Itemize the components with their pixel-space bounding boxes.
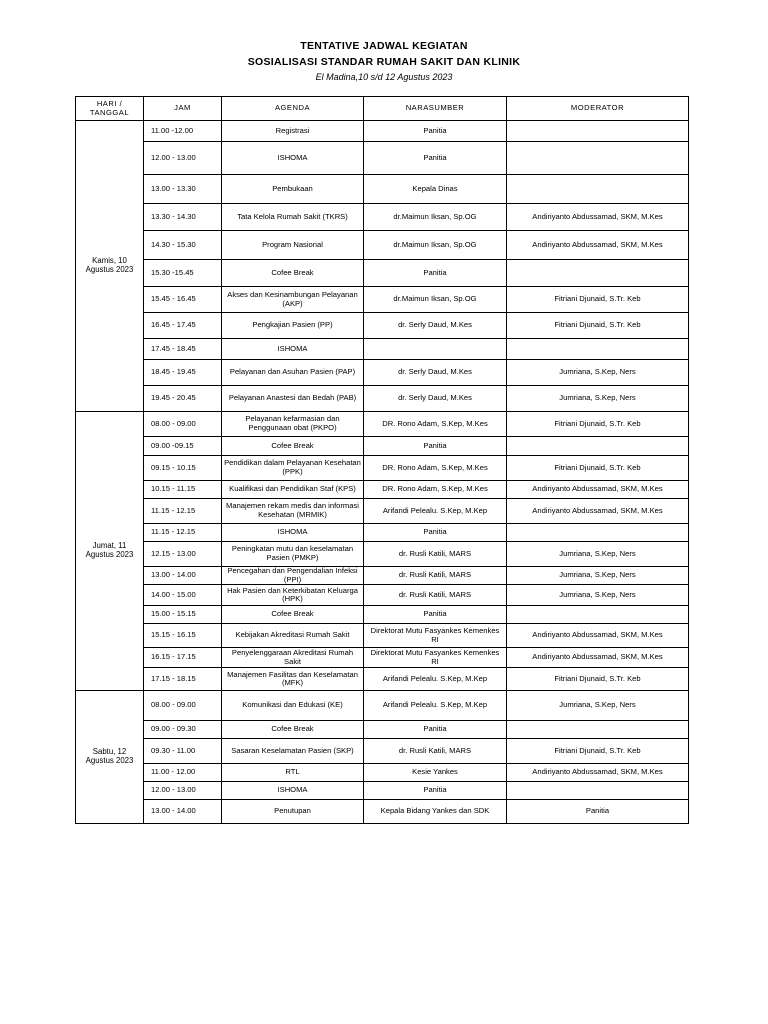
jam-cell: 15.45 - 16.45 bbox=[144, 287, 222, 313]
table-row bbox=[76, 606, 689, 624]
agenda-cell: Pendidikan dalam Pelayanan Kesehatan (PPK) bbox=[222, 456, 364, 481]
agenda-cell: Pelayanan kefarmasian dan Penggunaan obat (PKPO) bbox=[222, 412, 364, 437]
agenda-cell: ISHOMA bbox=[222, 782, 364, 800]
table-row bbox=[76, 691, 689, 721]
table-row bbox=[76, 231, 689, 260]
narasumber-cell: dr. Rusli Katili, MARS bbox=[364, 739, 507, 764]
jam-cell: 14.00 - 15.00 bbox=[144, 585, 222, 606]
table-row bbox=[76, 499, 689, 524]
narasumber-cell: Kesie Yankes bbox=[364, 764, 507, 782]
narasumber-cell: Arifandi Pelealu. S.Kep, M.Kep bbox=[364, 668, 507, 691]
table-row bbox=[76, 412, 689, 437]
table-row bbox=[76, 313, 689, 339]
column-header-moderator: MODERATOR bbox=[507, 97, 689, 121]
table-row bbox=[76, 360, 689, 386]
document-subtitle: SOSIALISASI STANDAR RUMAH SAKIT DAN KLINIK bbox=[247, 56, 521, 68]
agenda-cell: Sasaran Keselamatan Pasien (SKP) bbox=[222, 739, 364, 764]
narasumber-cell: Arifandi Pelealu. S.Kep, M.Kep bbox=[364, 691, 507, 721]
jam-cell: 15.00 - 15.15 bbox=[144, 606, 222, 624]
table-row bbox=[76, 721, 689, 739]
table-row bbox=[76, 739, 689, 764]
jam-cell: 11.00 - 12.00 bbox=[144, 764, 222, 782]
moderator-cell bbox=[507, 175, 689, 204]
jam-cell: 16.15 - 17.15 bbox=[144, 648, 222, 668]
agenda-cell: Pencegahan dan Pengendalian Infeksi (PPI) bbox=[222, 567, 364, 585]
table-row bbox=[76, 567, 689, 585]
jam-cell: 10.15 - 11.15 bbox=[144, 481, 222, 499]
jam-cell: 17.15 - 18.15 bbox=[144, 668, 222, 691]
narasumber-cell: Direktorat Mutu Fasyankes Kemenkes RI bbox=[364, 624, 507, 648]
narasumber-cell: Panitia bbox=[364, 524, 507, 542]
table-row bbox=[76, 456, 689, 481]
table-row bbox=[76, 624, 689, 648]
agenda-cell: Manajemen Fasilitas dan Keselamatan (MFK) bbox=[222, 668, 364, 691]
table-row bbox=[76, 339, 689, 360]
moderator-cell bbox=[507, 260, 689, 287]
moderator-cell: Jumriana, S.Kep, Ners bbox=[507, 691, 689, 721]
table-header-row bbox=[76, 97, 689, 121]
agenda-cell: Registrasi bbox=[222, 121, 364, 142]
table-row bbox=[76, 648, 689, 668]
column-header-agenda: AGENDA bbox=[222, 97, 364, 121]
moderator-cell bbox=[507, 721, 689, 739]
agenda-cell: Kualifikasi dan Pendidikan Staf (KPS) bbox=[222, 481, 364, 499]
narasumber-cell: dr. Rusli Katili, MARS bbox=[364, 542, 507, 567]
moderator-cell bbox=[507, 606, 689, 624]
agenda-cell: ISHOMA bbox=[222, 339, 364, 360]
table-row bbox=[76, 437, 689, 456]
table-row bbox=[76, 175, 689, 204]
table-row bbox=[76, 764, 689, 782]
agenda-cell: Penutupan bbox=[222, 800, 364, 824]
jam-cell: 15.15 - 16.15 bbox=[144, 624, 222, 648]
narasumber-cell: Arifandi Pelealu. S.Kep, M.Kep bbox=[364, 499, 507, 524]
table-row bbox=[76, 204, 689, 231]
jam-cell: 19.45 - 20.45 bbox=[144, 386, 222, 412]
schedule-body bbox=[76, 121, 689, 824]
agenda-cell: Penyelenggaraan Akreditasi Rumah Sakit bbox=[222, 648, 364, 668]
agenda-cell: Komunikasi dan Edukasi (KE) bbox=[222, 691, 364, 721]
jam-cell: 08.00 - 09.00 bbox=[144, 412, 222, 437]
narasumber-cell: Panitia bbox=[364, 782, 507, 800]
narasumber-cell: dr. Rusli Katili, MARS bbox=[364, 567, 507, 585]
jam-cell: 13.30 - 14.30 bbox=[144, 204, 222, 231]
moderator-cell: Fitriani Djunaid, S.Tr. Keb bbox=[507, 313, 689, 339]
agenda-cell: Tata Kelola Rumah Sakit (TKRS) bbox=[222, 204, 364, 231]
agenda-cell: ISHOMA bbox=[222, 142, 364, 175]
agenda-cell: RTL bbox=[222, 764, 364, 782]
jam-cell: 11.00 -12.00 bbox=[144, 121, 222, 142]
moderator-cell: Andiriyanto Abdussamad, SKM, M.Kes bbox=[507, 764, 689, 782]
jam-cell: 12.00 - 13.00 bbox=[144, 142, 222, 175]
narasumber-cell: Panitia bbox=[364, 721, 507, 739]
day-cell: Jumat, 11 Agustus 2023 bbox=[76, 412, 144, 691]
agenda-cell: Manajemen rekam medis dan informasi Kesehatan (MRMIK) bbox=[222, 499, 364, 524]
moderator-cell bbox=[507, 121, 689, 142]
table-row bbox=[76, 782, 689, 800]
jam-cell: 09.00 -09.15 bbox=[144, 437, 222, 456]
agenda-cell: Pembukaan bbox=[222, 175, 364, 204]
table-row bbox=[76, 585, 689, 606]
agenda-cell: Pengkajian Pasien (PP) bbox=[222, 313, 364, 339]
narasumber-cell: Direktorat Mutu Fasyankes Kemenkes RI bbox=[364, 648, 507, 668]
moderator-cell: Fitriani Djunaid, S.Tr. Keb bbox=[507, 456, 689, 481]
agenda-cell: Kebijakan Akreditasi Rumah Sakit bbox=[222, 624, 364, 648]
moderator-cell: Fitriani Djunaid, S.Tr. Keb bbox=[507, 287, 689, 313]
document-title: TENTATIVE JADWAL KEGIATAN bbox=[300, 40, 468, 52]
jam-cell: 13.00 - 13.30 bbox=[144, 175, 222, 204]
moderator-cell: Andiriyanto Abdussamad, SKM, M.Kes bbox=[507, 204, 689, 231]
moderator-cell bbox=[507, 437, 689, 456]
moderator-cell: Andiriyanto Abdussamad, SKM, M.Kes bbox=[507, 499, 689, 524]
narasumber-cell: Kepala Dinas bbox=[364, 175, 507, 204]
narasumber-cell: dr.Maimun Iksan, Sp.OG bbox=[364, 287, 507, 313]
moderator-cell bbox=[507, 142, 689, 175]
narasumber-cell: DR. Rono Adam, S.Kep, M.Kes bbox=[364, 412, 507, 437]
jam-cell: 18.45 - 19.45 bbox=[144, 360, 222, 386]
narasumber-cell: dr. Rusli Katili, MARS bbox=[364, 585, 507, 606]
table-row bbox=[76, 481, 689, 499]
day-cell: Kamis, 10 Agustus 2023 bbox=[76, 121, 144, 412]
narasumber-cell bbox=[364, 339, 507, 360]
jam-cell: 17.45 - 18.45 bbox=[144, 339, 222, 360]
agenda-cell: Cofee Break bbox=[222, 606, 364, 624]
jam-cell: 11.15 - 12.15 bbox=[144, 524, 222, 542]
moderator-cell: Fitriani Djunaid, S.Tr. Keb bbox=[507, 412, 689, 437]
table-row bbox=[76, 260, 689, 287]
table-row bbox=[76, 142, 689, 175]
moderator-cell: Fitriani Djunaid, S.Tr. Keb bbox=[507, 668, 689, 691]
moderator-cell: Andiriyanto Abdussamad, SKM, M.Kes bbox=[507, 481, 689, 499]
moderator-cell: Andiriyanto Abdussamad, SKM, M.Kes bbox=[507, 648, 689, 668]
jam-cell: 11.15 - 12.15 bbox=[144, 499, 222, 524]
jam-cell: 13.00 - 14.00 bbox=[144, 567, 222, 585]
day-cell: Sabtu, 12 Agustus 2023 bbox=[76, 691, 144, 824]
agenda-cell: Cofee Break bbox=[222, 721, 364, 739]
agenda-cell: Pelayanan dan Asuhan Pasien (PAP) bbox=[222, 360, 364, 386]
table-row bbox=[76, 524, 689, 542]
moderator-cell: Jumriana, S.Kep, Ners bbox=[507, 360, 689, 386]
narasumber-cell: dr.Maimun Iksan, Sp.OG bbox=[364, 204, 507, 231]
narasumber-cell: Panitia bbox=[364, 437, 507, 456]
moderator-cell bbox=[507, 524, 689, 542]
agenda-cell: Pelayanan Anastesi dan Bedah (PAB) bbox=[222, 386, 364, 412]
moderator-cell: Andiriyanto Abdussamad, SKM, M.Kes bbox=[507, 624, 689, 648]
column-header-jam: JAM bbox=[144, 97, 222, 121]
column-header-narasumber: NARASUMBER bbox=[364, 97, 507, 121]
moderator-cell: Panitia bbox=[507, 800, 689, 824]
moderator-cell: Jumriana, S.Kep, Ners bbox=[507, 567, 689, 585]
narasumber-cell: dr.Maimun Iksan, Sp.OG bbox=[364, 231, 507, 260]
moderator-cell: Jumriana, S.Kep, Ners bbox=[507, 386, 689, 412]
narasumber-cell: dr. Serly Daud, M.Kes bbox=[364, 386, 507, 412]
table-row bbox=[76, 542, 689, 567]
jam-cell: 08.00 - 09.00 bbox=[144, 691, 222, 721]
jam-cell: 15.30 -15.45 bbox=[144, 260, 222, 287]
jam-cell: 13.00 - 14.00 bbox=[144, 800, 222, 824]
narasumber-cell: dr. Serly Daud, M.Kes bbox=[364, 360, 507, 386]
jam-cell: 12.15 - 13.00 bbox=[144, 542, 222, 567]
jam-cell: 14.30 - 15.30 bbox=[144, 231, 222, 260]
jam-cell: 09.30 - 11.00 bbox=[144, 739, 222, 764]
narasumber-cell: Panitia bbox=[364, 121, 507, 142]
agenda-cell: Cofee Break bbox=[222, 437, 364, 456]
moderator-cell: Jumriana, S.Kep, Ners bbox=[507, 542, 689, 567]
narasumber-cell: DR. Rono Adam, S.Kep, M.Kes bbox=[364, 456, 507, 481]
table-row bbox=[76, 121, 689, 142]
agenda-cell: Cofee Break bbox=[222, 260, 364, 287]
agenda-cell: Akses dan Kesinambungan Pelayanan (AKP) bbox=[222, 287, 364, 313]
moderator-cell: Jumriana, S.Kep, Ners bbox=[507, 585, 689, 606]
table-row bbox=[76, 386, 689, 412]
column-header-hari: HARI / TANGGAL bbox=[76, 97, 144, 121]
agenda-cell: Peningkatan mutu dan keselamatan Pasien (PMKP) bbox=[222, 542, 364, 567]
jam-cell: 12.00 - 13.00 bbox=[144, 782, 222, 800]
jam-cell: 09.00 - 09.30 bbox=[144, 721, 222, 739]
narasumber-cell: Panitia bbox=[364, 260, 507, 287]
narasumber-cell: Kepala Bidang Yankes dan SDK bbox=[364, 800, 507, 824]
moderator-cell bbox=[507, 782, 689, 800]
agenda-cell: ISHOMA bbox=[222, 524, 364, 542]
jam-cell: 16.45 - 17.45 bbox=[144, 313, 222, 339]
table-row bbox=[76, 668, 689, 691]
narasumber-cell: Panitia bbox=[364, 142, 507, 175]
agenda-cell: Hak Pasien dan Keterkibatan Keluarga (HPK) bbox=[222, 585, 364, 606]
moderator-cell bbox=[507, 339, 689, 360]
agenda-cell: Program Nasional bbox=[222, 231, 364, 260]
narasumber-cell: Panitia bbox=[364, 606, 507, 624]
schedule-table bbox=[75, 96, 689, 824]
moderator-cell: Fitriani Djunaid, S.Tr. Keb bbox=[507, 739, 689, 764]
narasumber-cell: DR. Rono Adam, S.Kep, M.Kes bbox=[364, 481, 507, 499]
moderator-cell: Andiriyanto Abdussamad, SKM, M.Kes bbox=[507, 231, 689, 260]
table-row bbox=[76, 287, 689, 313]
document-place-date: El Madina,10 s/d 12 Agustus 2023 bbox=[315, 72, 453, 82]
table-row bbox=[76, 800, 689, 824]
narasumber-cell: dr. Serly Daud, M.Kes bbox=[364, 313, 507, 339]
jam-cell: 09.15 - 10.15 bbox=[144, 456, 222, 481]
